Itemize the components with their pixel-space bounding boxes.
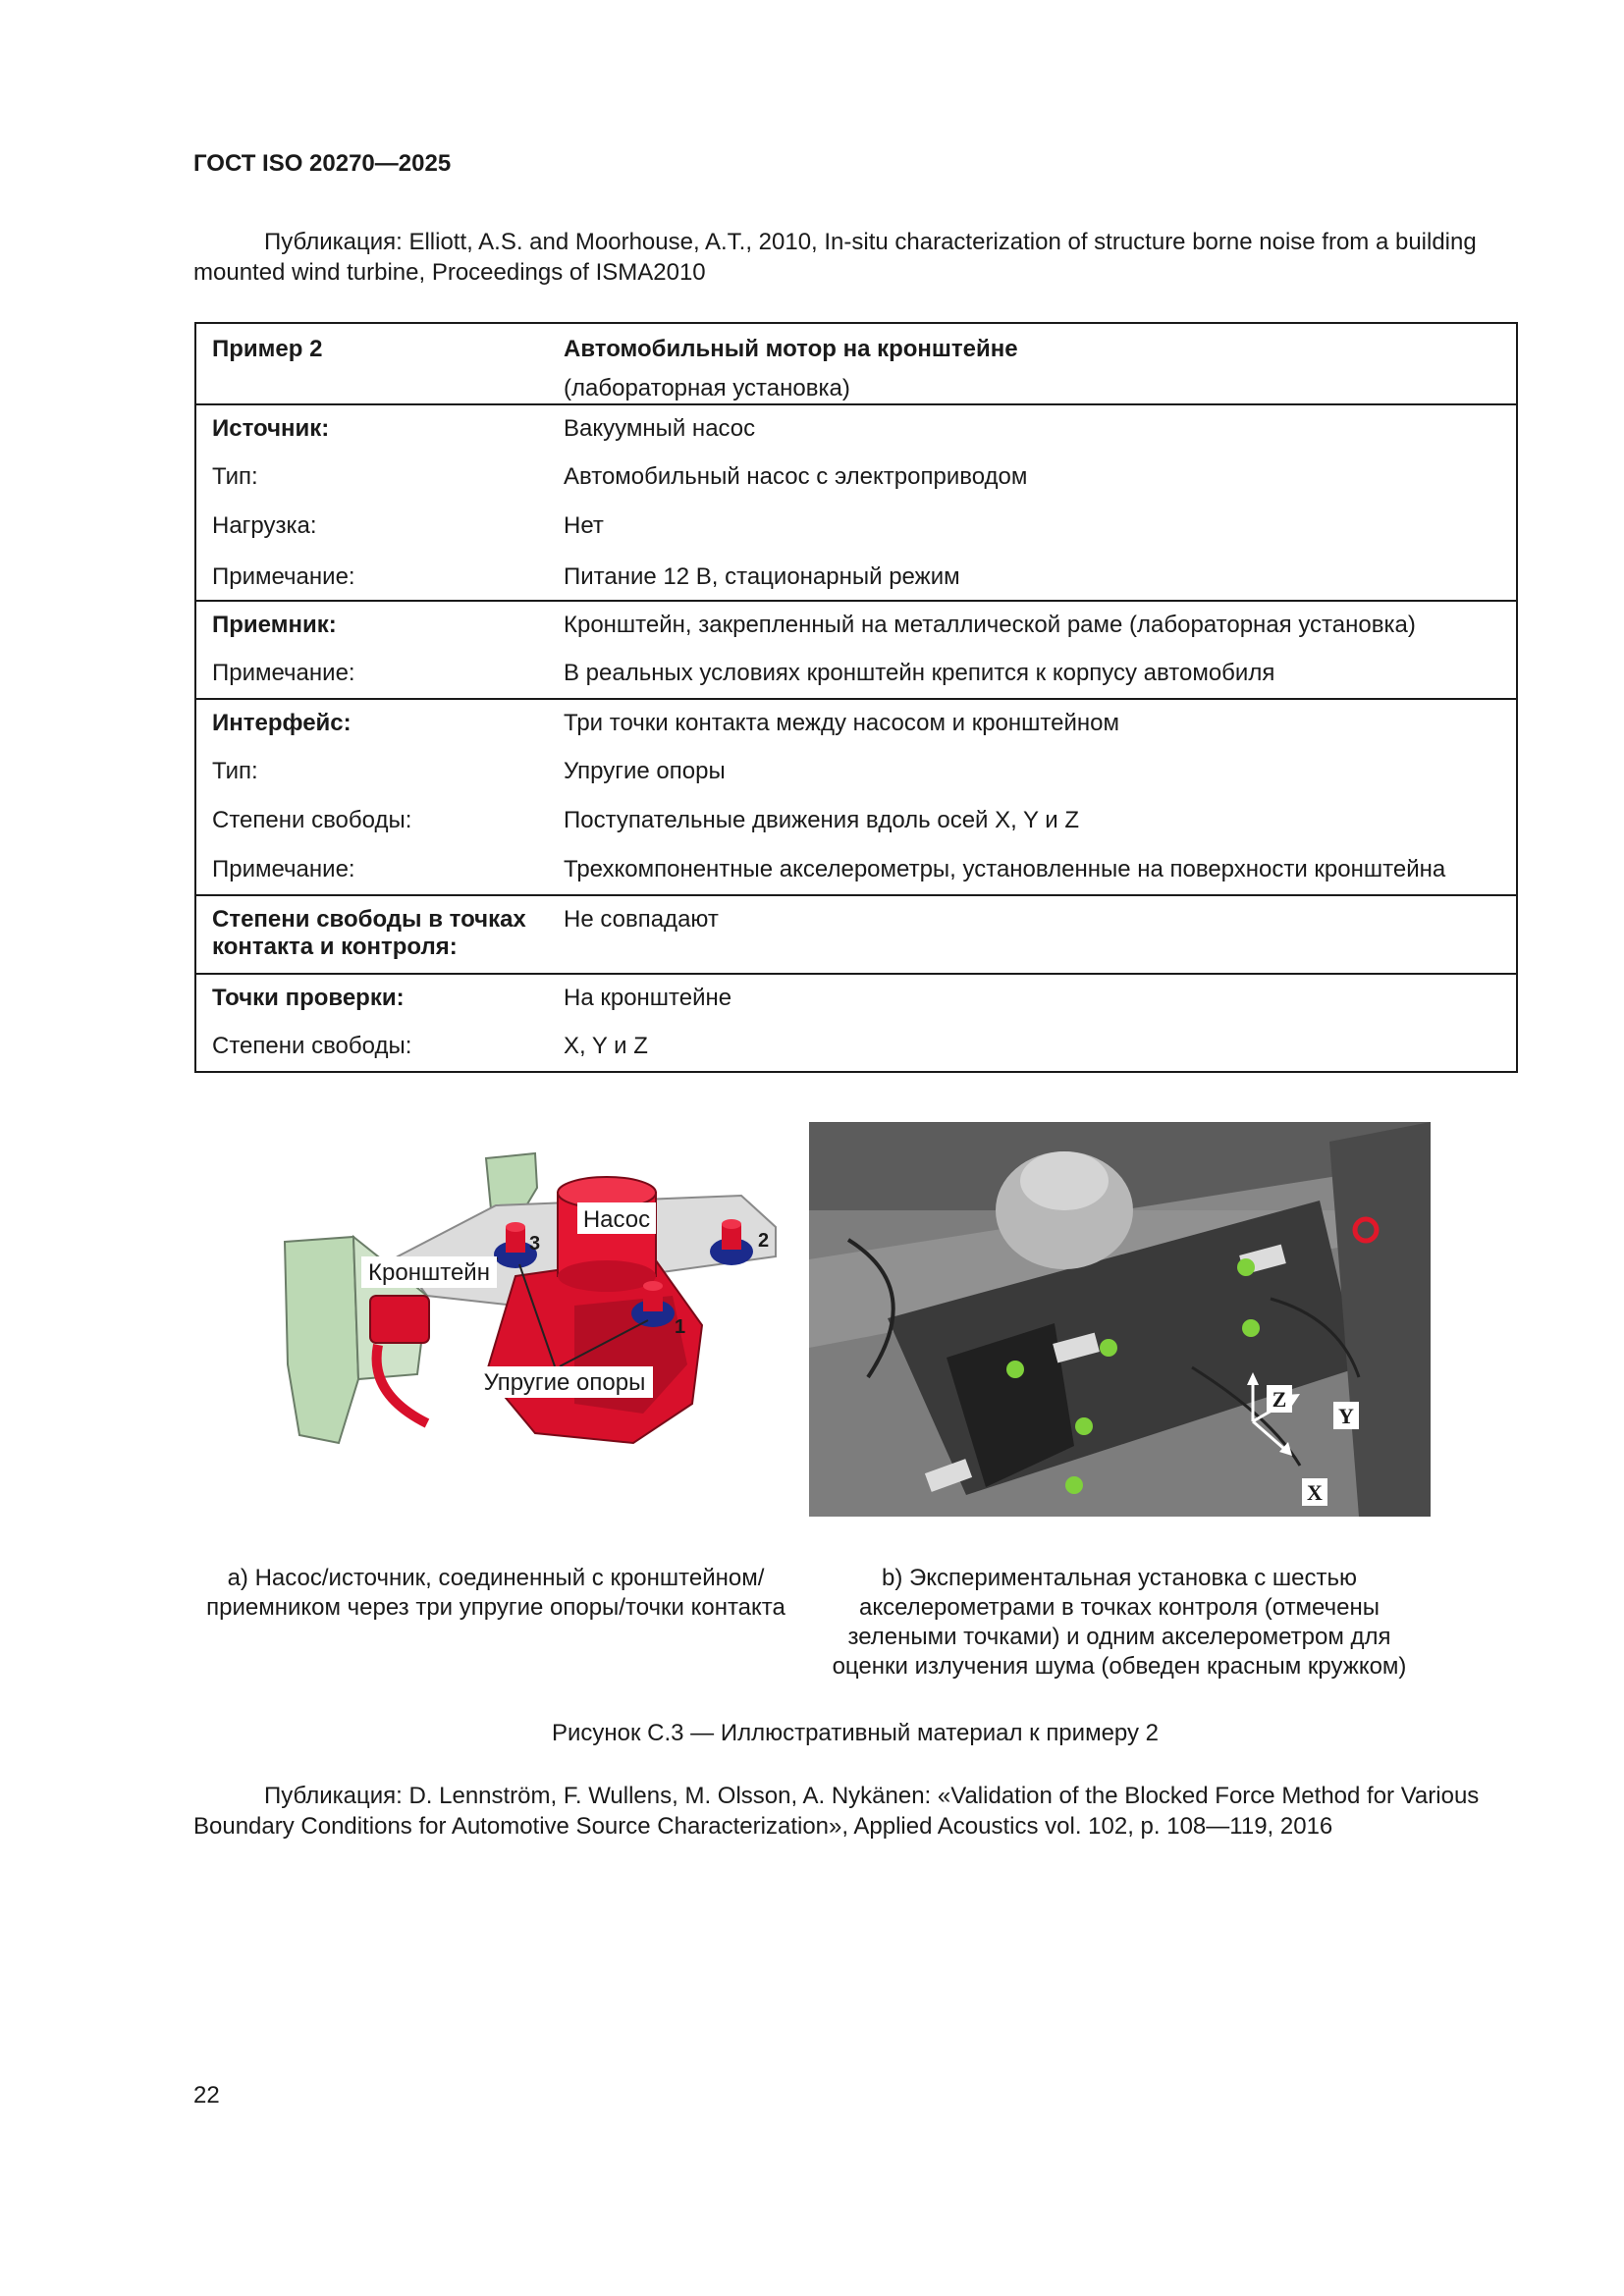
source-note-value: Питание 12 В, стационарный режим bbox=[564, 563, 960, 590]
point-label-2: 2 bbox=[758, 1230, 770, 1252]
dof-match-value: Не совпадают bbox=[548, 895, 1517, 974]
accelerometer-marker bbox=[1237, 1258, 1255, 1276]
bracket-side bbox=[285, 1237, 358, 1443]
figure-caption: Рисунок С.3 — Иллюстративный материал к примеру 2 bbox=[551, 1720, 1160, 1746]
accelerometer-marker bbox=[1065, 1476, 1083, 1494]
receiver-label: Приемник: bbox=[195, 601, 548, 650]
accelerometer-marker bbox=[1075, 1417, 1093, 1435]
receiver-note-label: Примечание: bbox=[212, 660, 355, 686]
caption-figure-b: b) Экспериментальная установка с шестью акселерометрами в точках контроля (отмечены зелеными точками) и одним акселерометром для оценки излучения шума (обведен красным кружком) bbox=[832, 1565, 1407, 1680]
label-mounts: Упругие опоры bbox=[483, 1369, 646, 1396]
interface-label: Интерфейс: bbox=[195, 699, 548, 748]
figure-a-pump-illustration bbox=[280, 1148, 790, 1482]
source-note-label: Примечание: bbox=[212, 563, 355, 590]
check-points-label: Точки проверки: bbox=[195, 974, 548, 1023]
receiver-note-value: В реальных условиях кронштейн крепится к корпусу автомобиля bbox=[564, 660, 1275, 686]
source-load-label: Нагрузка: bbox=[212, 512, 317, 539]
publication-1: Публикация: Elliott, A.S. and Moorhouse, A.T., 2010, In-situ characterization of structure borne noise from a building mounted wind turbine, Proceedings of ISMA2010 bbox=[193, 229, 1477, 286]
bracket-upright bbox=[486, 1153, 537, 1209]
axis-label-y: Y bbox=[1338, 1404, 1354, 1428]
document-header: ГОСТ ISO 20270—2025 bbox=[193, 150, 452, 177]
accelerometer-marker bbox=[1242, 1319, 1260, 1337]
interface-dof-value: Поступательные движения вдоль осей X, Y и Z bbox=[564, 807, 1079, 833]
source-type-value: Автомобильный насос с электроприводом bbox=[564, 463, 1028, 490]
point-label-3: 3 bbox=[529, 1233, 541, 1255]
pump-cylinder-base bbox=[558, 1260, 656, 1292]
source-load-value: Нет bbox=[564, 512, 604, 539]
check-points-dof-value: X, Y и Z bbox=[564, 1033, 648, 1059]
example-table bbox=[194, 322, 1518, 1073]
label-pump: Насос bbox=[582, 1206, 651, 1233]
electrical-connector bbox=[370, 1296, 429, 1343]
receiver-value: Кронштейн, закрепленный на металлической раме (лабораторная установка) bbox=[548, 601, 1517, 650]
check-points-dof-label: Степени свободы: bbox=[212, 1033, 412, 1059]
interface-type-value: Упругие опоры bbox=[564, 758, 726, 784]
caption-figure-a: a) Насос/источник, соединенный с кронштейном/ приемником через три упругие опоры/точки контакта bbox=[206, 1565, 785, 1621]
accelerometer-marker bbox=[1006, 1361, 1024, 1378]
interface-dof-label: Степени свободы: bbox=[212, 807, 412, 833]
axis-label-z: Z bbox=[1272, 1387, 1287, 1412]
label-bracket: Кронштейн bbox=[368, 1259, 490, 1286]
page-number: 22 bbox=[193, 2082, 220, 2109]
interface-note-label: Примечание: bbox=[212, 856, 355, 882]
point-label-1: 1 bbox=[675, 1316, 686, 1338]
axis-label-x: X bbox=[1307, 1480, 1323, 1505]
check-points-value: На кронштейне bbox=[548, 974, 1517, 1023]
source-value: Вакуумный насос bbox=[548, 404, 1517, 454]
source-label: Источник: bbox=[195, 404, 548, 454]
interface-type-label: Тип: bbox=[212, 758, 258, 784]
example-title: Автомобильный мотор на кронштейне bbox=[564, 336, 1018, 362]
source-type-label: Тип: bbox=[212, 463, 258, 490]
publication-2: Публикация: D. Lennström, F. Wullens, M. Olsson, A. Nykänen: «Validation of the Blocked Force Method for Various Boundary Conditions for Automotive Source Characterization», Applied Acoustics vol. 102, p. 108—119, 2016 bbox=[193, 1783, 1480, 1840]
interface-value: Три точки контакта между насосом и кронштейном bbox=[548, 699, 1517, 748]
interface-note-value: Трехкомпонентные акселерометры, установленные на поверхности кронштейна bbox=[564, 856, 1446, 882]
figure-b-setup-photo bbox=[809, 1122, 1431, 1517]
example-label: Пример 2 bbox=[212, 336, 323, 362]
pump-cap bbox=[1020, 1151, 1109, 1210]
example-subtitle: (лабораторная установка) bbox=[564, 375, 850, 401]
dof-match-label: Степени свободы в точках контакта и контроля: bbox=[195, 895, 548, 974]
accelerometer-marker bbox=[1100, 1339, 1117, 1357]
